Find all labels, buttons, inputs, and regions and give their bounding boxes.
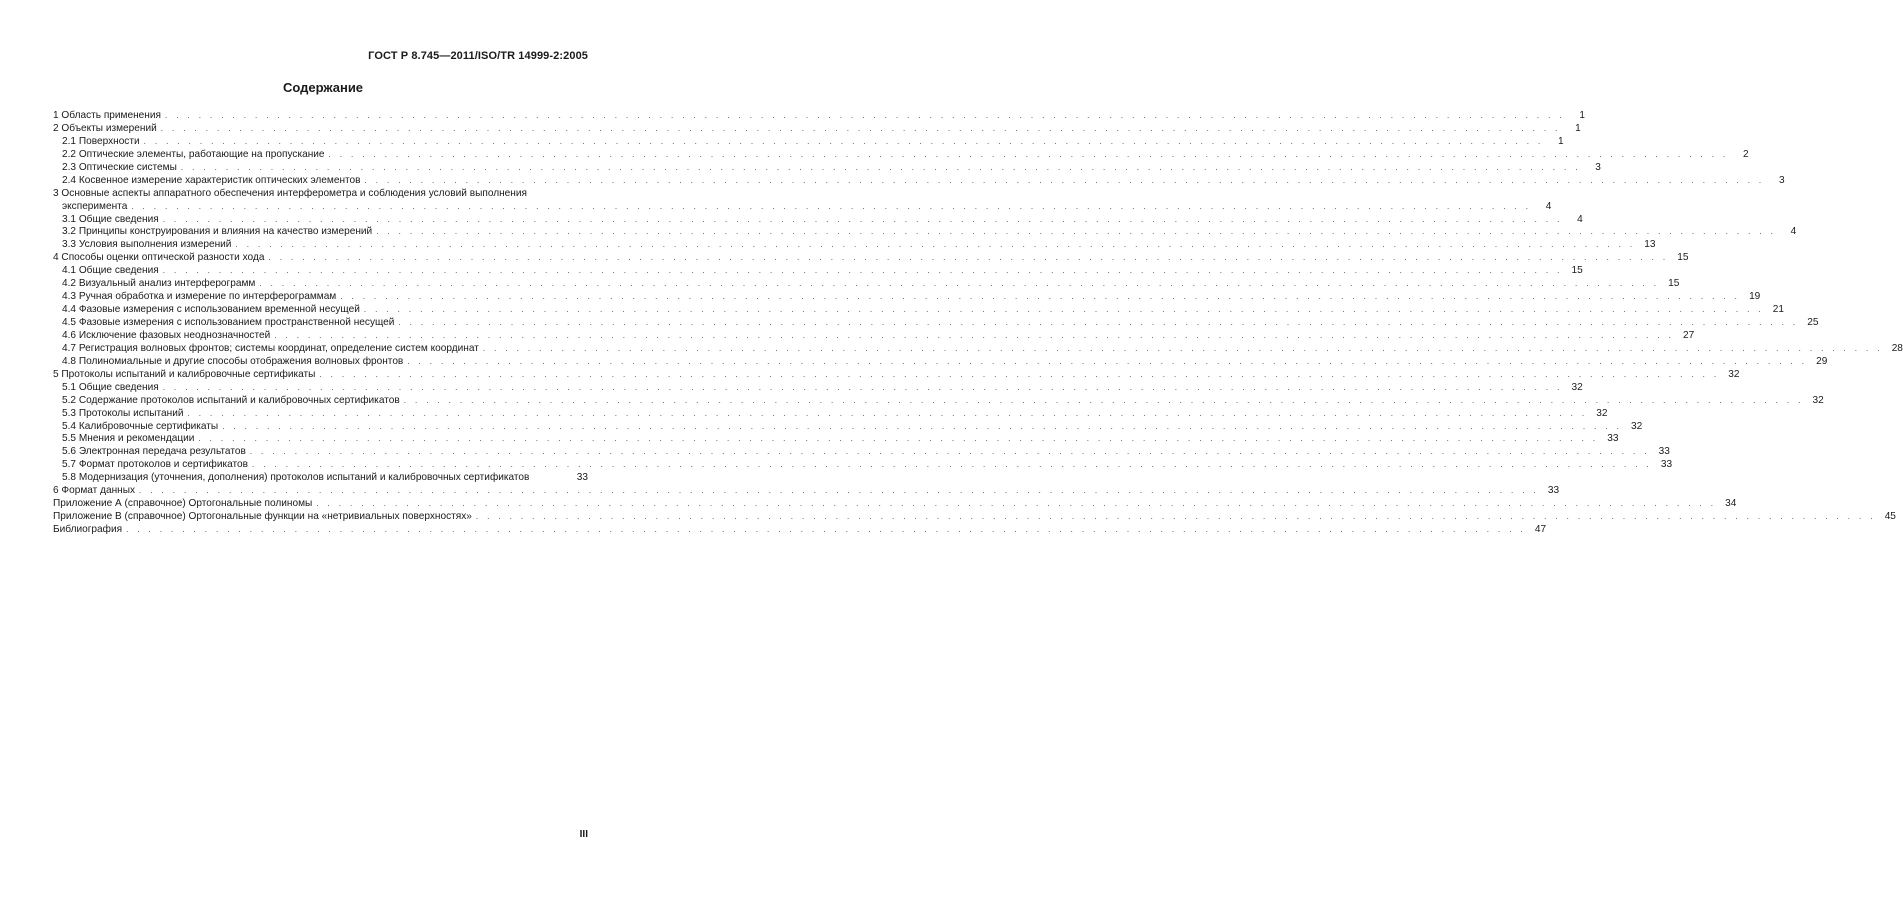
toc-entry-title: 5 Протоколы испытаний и калибровочные сертификаты bbox=[53, 368, 316, 380]
toc-entry-page: 4 bbox=[1577, 213, 1583, 225]
toc-entry[interactable] bbox=[53, 317, 1819, 330]
toc-leader-dots bbox=[316, 498, 1716, 511]
toc-entry-title: 4 Способы оценки оптической разности хода bbox=[53, 252, 265, 264]
toc-entry-title: 3 Основные аспекты аппаратного обеспечения интерферометра и соблюдения условий выполнения bbox=[53, 187, 527, 199]
toc-entry-title: 4.1 Общие сведения bbox=[62, 265, 159, 277]
toc-entry-title: 4.6 Исключение фазовых неоднозначностей bbox=[62, 329, 271, 341]
toc-entry-title: 6 Формат данных bbox=[53, 485, 136, 497]
toc-entry-page: 15 bbox=[1677, 252, 1689, 264]
toc-entry-page: 27 bbox=[1683, 329, 1695, 341]
toc-entry[interactable] bbox=[53, 148, 1749, 162]
toc-leader-dots bbox=[222, 421, 1622, 434]
toc-entry-title: 2.2 Оптические элементы, работающие на пропускание bbox=[62, 148, 325, 160]
toc-entry-title: 2.3 Оптические системы bbox=[62, 161, 177, 173]
toc-leader-dots bbox=[250, 446, 1650, 459]
toc-entry-page: 29 bbox=[1816, 355, 1828, 367]
toc-leader-dots bbox=[268, 252, 1668, 265]
toc-entry-title: 5.1 Общие сведения bbox=[62, 381, 159, 393]
toc-entry-title: 5.8 Модернизация (уточнения, дополнения) протоколов испытаний и калибровочных сертификатов bbox=[62, 472, 530, 484]
toc-leader-dots bbox=[319, 369, 1719, 382]
toc-leader-dots bbox=[404, 395, 1804, 408]
toc-entry-page: 33 bbox=[1547, 485, 1560, 497]
toc-entry-page: 34 bbox=[1725, 498, 1737, 510]
toc-entry-page: 33 bbox=[576, 472, 588, 484]
toc-entry-page: 32 bbox=[1728, 368, 1740, 380]
toc-entry-page: 33 bbox=[1607, 433, 1619, 445]
toc-entry-title: 1 Область применения bbox=[53, 110, 161, 121]
toc-entry[interactable] bbox=[53, 511, 1896, 524]
toc-entry[interactable] bbox=[53, 135, 1564, 149]
toc-entry-page: 32 bbox=[1571, 381, 1583, 393]
toc-entry[interactable] bbox=[53, 446, 1670, 459]
toc-entry[interactable] bbox=[53, 472, 588, 485]
toc-leader-dots bbox=[144, 136, 1544, 149]
toc-entry-page: 32 bbox=[1596, 407, 1608, 419]
toc-entry-title: 5.5 Мнения и рекомендации bbox=[62, 433, 195, 445]
toc-entry-page: 28 bbox=[1891, 342, 1903, 354]
toc-entry[interactable] bbox=[53, 200, 1552, 214]
toc-leader-dots bbox=[181, 162, 1581, 175]
toc-entry[interactable] bbox=[53, 433, 1619, 446]
toc-entry[interactable] bbox=[53, 459, 1673, 472]
toc-entry-page: 4 bbox=[1545, 200, 1552, 212]
toc-leader-dots bbox=[187, 408, 1587, 421]
toc-leader-dots bbox=[340, 291, 1740, 304]
toc-entry[interactable] bbox=[53, 342, 1903, 356]
toc-entry-title: 2.1 Поверхности bbox=[62, 135, 140, 147]
toc-entry-page: 15 bbox=[1668, 278, 1680, 290]
toc-entry-page: 45 bbox=[1884, 511, 1896, 523]
toc-entry-page: 32 bbox=[1812, 394, 1824, 406]
toc-entry-page: 13 bbox=[1644, 239, 1656, 251]
toc-leader-dots bbox=[376, 226, 1776, 239]
toc-entry-title: 3.3 Условия выполнения измерений bbox=[62, 239, 232, 251]
toc-leader-dots bbox=[329, 149, 1729, 162]
toc-entry[interactable] bbox=[53, 485, 1560, 498]
toc-entry-page: 4 bbox=[1790, 226, 1797, 238]
toc-leader-dots bbox=[163, 265, 1563, 278]
toc-entry-page: 21 bbox=[1772, 304, 1784, 316]
toc-leader-dots bbox=[198, 433, 1598, 446]
toc-entry-title: 2 Объекты измерений bbox=[53, 122, 157, 134]
toc-leader-dots bbox=[131, 201, 1531, 214]
toc-entry[interactable] bbox=[53, 329, 1695, 343]
toc-entry-title: Библиография bbox=[53, 524, 123, 535]
toc-entry[interactable] bbox=[53, 122, 1581, 136]
toc-entry-title: 4.5 Фазовые измерения с использованием пространственной несущей bbox=[62, 317, 395, 328]
toc-entry[interactable] bbox=[53, 265, 1583, 278]
toc-entry[interactable] bbox=[53, 407, 1608, 421]
toc-entry-title: эксперимента bbox=[62, 200, 128, 212]
toc-entry[interactable] bbox=[53, 161, 1601, 175]
toc-entry-title: 4.7 Регистрация волновых фронтов; системы координат, определение систем координат bbox=[62, 342, 479, 354]
toc-entry[interactable] bbox=[53, 304, 1784, 317]
toc-entry-title: 4.3 Ручная обработка и измерение по интерферограммам bbox=[62, 291, 337, 303]
toc-entry[interactable] bbox=[53, 174, 1785, 188]
toc-entry-page: 15 bbox=[1571, 265, 1583, 277]
toc-entry-page: 33 bbox=[1660, 459, 1673, 471]
document-header: ГОСТ Р 8.745—2011/ISO/TR 14999-2:2005 bbox=[368, 50, 588, 62]
toc-entry[interactable] bbox=[53, 524, 1547, 537]
toc-entry[interactable] bbox=[53, 394, 1824, 408]
toc-leader-dots bbox=[274, 330, 1674, 343]
toc-entry-page: 19 bbox=[1749, 291, 1761, 303]
toc-entry-page: 33 bbox=[1658, 446, 1670, 458]
toc-entry-page: 47 bbox=[1534, 524, 1547, 535]
toc-entry[interactable] bbox=[53, 291, 1761, 304]
toc-entry-title: 5.3 Протоколы испытаний bbox=[62, 407, 184, 419]
toc-leader-dots bbox=[161, 123, 1561, 136]
toc-entry-page: 1 bbox=[1575, 122, 1581, 134]
toc-entry-title: 4.8 Полиномиальные и другие способы отображения волновых фронтов bbox=[62, 355, 404, 367]
toc-entry[interactable] bbox=[53, 239, 1656, 252]
toc-leader-dots bbox=[139, 485, 1539, 498]
toc-entry-page: 25 bbox=[1807, 317, 1819, 328]
toc-leader-dots bbox=[259, 278, 1659, 291]
toc-entry-title: 5.4 Калибровочные сертификаты bbox=[62, 420, 219, 432]
toc-entry-title: 4.2 Визуальный анализ интерферограмм bbox=[62, 278, 256, 290]
toc-entry-page: 3 bbox=[1595, 161, 1601, 173]
toc-entry-page: 3 bbox=[1778, 174, 1785, 186]
toc-entry-title: 3.1 Общие сведения bbox=[62, 213, 159, 225]
toc-entry[interactable] bbox=[53, 420, 1643, 434]
toc-leader-dots bbox=[252, 459, 1652, 472]
toc-leader-dots bbox=[483, 343, 1883, 356]
toc-entry-title: 3.2 Принципы конструирования и влияния на качество измерений bbox=[62, 226, 373, 238]
toc-entry[interactable] bbox=[53, 498, 1737, 511]
toc-leader-dots bbox=[235, 239, 1635, 252]
toc-leader-dots bbox=[476, 511, 1876, 524]
toc-leader-dots bbox=[364, 304, 1764, 317]
toc-entry-title: 4.4 Фазовые измерения с использованием временной несущей bbox=[62, 304, 360, 316]
toc-entry-page: 32 bbox=[1631, 420, 1643, 432]
toc-entry[interactable] bbox=[53, 381, 1583, 395]
toc-entry[interactable] bbox=[53, 368, 1740, 382]
toc-entry-title: Приложение В (справочное) Ортогональные функции на «нетривиальных поверхностях» bbox=[53, 511, 472, 523]
toc-entry-title: Приложение А (справочное) Ортогональные полиномы bbox=[53, 498, 313, 510]
toc-entry-page: 1 bbox=[1579, 110, 1586, 121]
toc-entry[interactable] bbox=[53, 278, 1680, 291]
toc-leader-dots bbox=[165, 110, 1565, 123]
toc-leader-dots bbox=[126, 524, 1526, 537]
toc-entry-page: 1 bbox=[1558, 135, 1564, 147]
toc-entry[interactable] bbox=[53, 188, 588, 201]
toc-entry-page: 2 bbox=[1742, 148, 1749, 160]
toc-entry[interactable] bbox=[53, 213, 1583, 227]
toc-leader-dots bbox=[365, 175, 1765, 188]
toc-leader-dots bbox=[398, 317, 1798, 330]
toc-leader-dots bbox=[163, 382, 1563, 395]
toc-entry[interactable] bbox=[53, 226, 1797, 239]
toc-entry[interactable] bbox=[53, 355, 1828, 369]
toc-leader-dots bbox=[407, 356, 1807, 369]
table-of-contents bbox=[53, 110, 1903, 537]
page-title: Содержание bbox=[282, 80, 364, 95]
toc-entry-title: 5.7 Формат протоколов и сертификатов bbox=[62, 459, 249, 471]
page-number: III bbox=[579, 829, 588, 840]
toc-entry[interactable] bbox=[53, 110, 1586, 123]
toc-entry-title: 5.6 Электронная передача результатов bbox=[62, 446, 246, 458]
toc-entry-title: 5.2 Содержание протоколов испытаний и калибровочных сертификатов bbox=[62, 394, 400, 406]
toc-entry-title: 2.4 Косвенное измерение характеристик оптических элементов bbox=[62, 174, 361, 186]
toc-leader-dots bbox=[163, 214, 1563, 227]
toc-entry[interactable] bbox=[53, 252, 1689, 265]
